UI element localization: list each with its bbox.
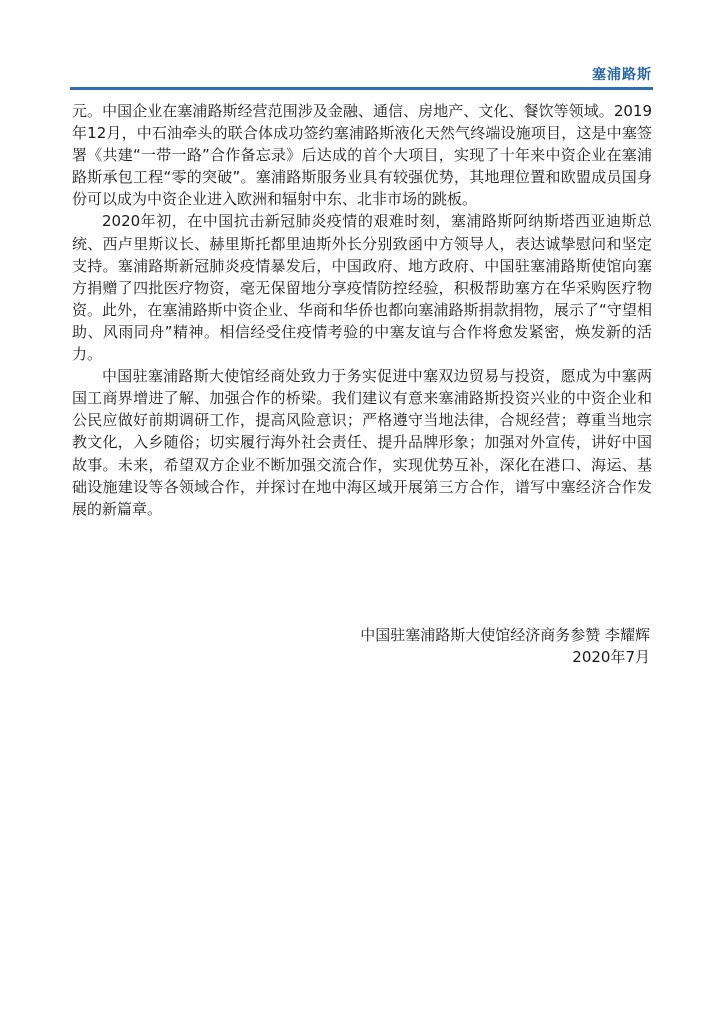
header-divider [70,87,653,90]
running-header-title: 塞浦路斯 [592,67,652,83]
signature-block [150,624,650,668]
signature-author: 中国驻塞浦路斯大使馆经济商务参赞 李耀辉 [360,626,650,644]
paragraph: 2020年初，在中国抗击新冠肺炎疫情的艰难时刻，塞浦路斯阿纳斯塔西亚迪斯总统、西卢里斯议长、赫里斯托都里迪斯外长分别致函中方领导人，表达诚挚慰问和坚定支持。塞浦路斯新冠肺炎疫情暴发后，中国政府、地方政府、中国驻塞浦路斯使馆向塞方捐赠了四批医疗物资，毫无保留地分享疫情防控经验，积极帮助塞方在华采购医疗物资。此外，在塞浦路斯中资企业、华商和华侨也都向塞浦路斯捐款捐物，展示了“守望相助、风雨同舟”精神。相信经受住疫情考验的中塞友谊与合作将愈发紧密，焕发新的活力。 [72,212,652,364]
paragraph-continued: 元。中国企业在塞浦路斯经营范围涉及金融、通信、房地产、文化、餐饮等领域。2019年12月，中石油牵头的联合体成功签约塞浦路斯液化天然气终端设施项目，这是中塞签署《共建“一带一路”合作备忘录》后达成的首个大项目，实现了十年来中资企业在塞浦路斯承包工程“零的突破”。塞浦路斯服务业具有较强优势，其地理位置和欧盟成员国身份可以成为中资企业进入欧洲和辐射中东、北非市场的跳板。 [72,102,652,209]
paragraph: 中国驻塞浦路斯大使馆经商处致力于务实促进中塞双边贸易与投资，愿成为中塞两国工商界增进了解、加强合作的桥梁。我们建议有意来塞浦路斯投资兴业的中资企业和公民应做好前期调研工作，提高风险意识；严格遵守当地法律，合规经营；尊重当地宗教文化，入乡随俗；切实履行海外社会责任、提升品牌形象；加强对外宣传，讲好中国故事。未来，希望双方企业不断加强交流合作，实现优势互补，深化在港口、海运、基础设施建设等各领域合作，并探讨在地中海区域开展第三方合作，谱写中塞经济合作发展的新篇章。 [72,367,652,518]
body-text [72,100,652,520]
signature-date: 2020年7月 [572,648,650,666]
